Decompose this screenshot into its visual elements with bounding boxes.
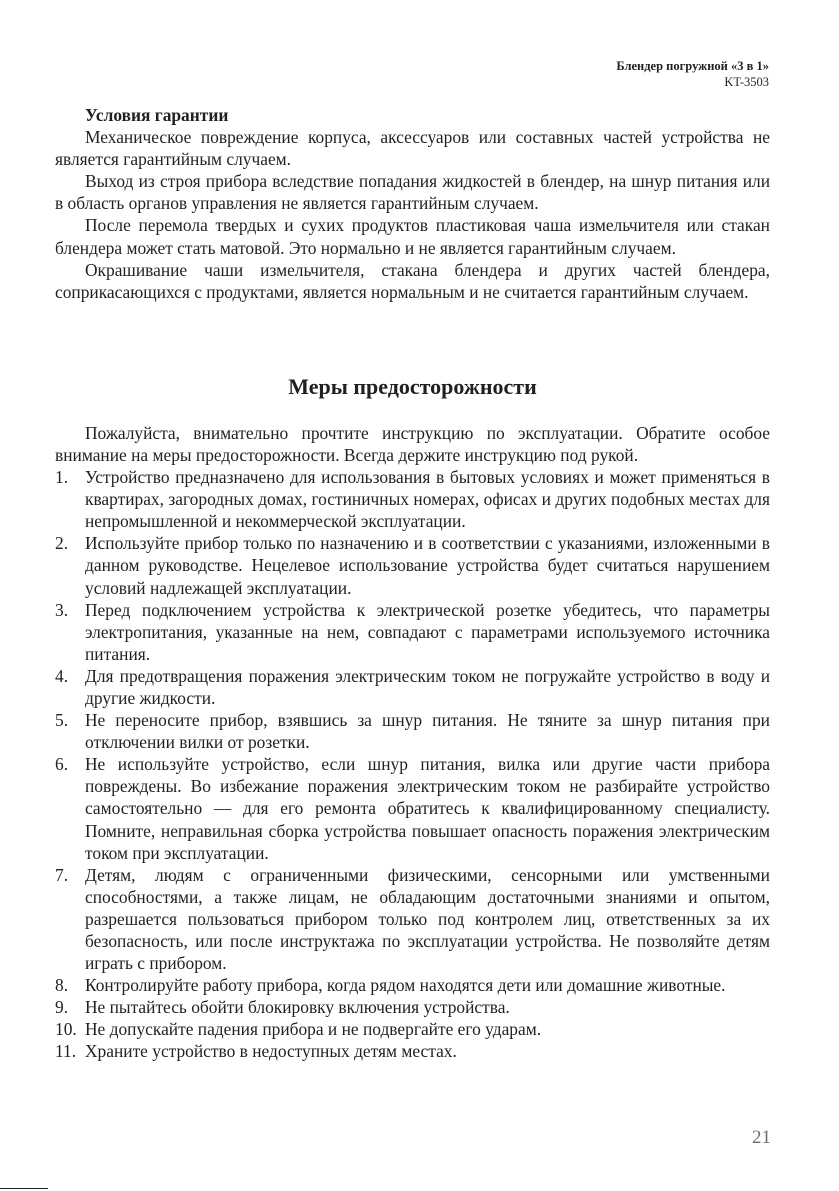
item-number: 4. xyxy=(55,665,69,686)
item-number: 3. xyxy=(55,599,69,620)
page-number: 21 xyxy=(752,1127,771,1148)
model-number: KT-3503 xyxy=(724,75,769,89)
item-number: 1. xyxy=(55,467,69,488)
list-item xyxy=(55,665,770,709)
page-content xyxy=(55,104,770,1063)
item-text: Не допускайте падения прибора и не подвергайте его ударам. xyxy=(85,1019,542,1040)
item-text: Не используйте устройство, если шнур питания, вилка или другие части прибора повреждены. Во избежание поражения электрическим током не разбирайте устройство самостоятельно — для его ремонта обратитесь к квалифицированному специалисту. Помните, неправильная сборка устройства повышает опасность поражения электрическим током при эксплуатации. xyxy=(85,754,770,863)
item-text: Для предотвращения поражения электрическим током не погружайте устройство в воду и другие жидкости. xyxy=(85,665,770,708)
item-text: Не пытайтесь обойти блокировку включения устройства. xyxy=(85,997,510,1018)
precautions-list xyxy=(55,466,770,1063)
item-text: Храните устройство в недоступных детям местах. xyxy=(85,1041,457,1062)
list-item xyxy=(55,753,770,863)
list-item xyxy=(55,974,770,996)
list-item xyxy=(55,599,770,665)
item-number: 7. xyxy=(55,864,69,885)
item-number: 11. xyxy=(55,1041,77,1062)
item-number: 9. xyxy=(55,997,69,1018)
item-text: Детям, людям с ограниченными физическими, сенсорными или умственными способностями, а также лицам, не обладающим достаточными знаниями и опытом, разрешается пользоваться прибором только под контролем лиц, ответственных за их безопасность, или после инструктажа по эксплуатации устройства. Не позволяйте детям играть с прибором. xyxy=(85,864,770,974)
warranty-heading: Условия гарантии xyxy=(85,105,229,125)
list-item xyxy=(55,532,770,598)
list-item xyxy=(55,996,770,1018)
item-number: 5. xyxy=(55,710,69,731)
precautions-heading: Меры предосторожности xyxy=(288,373,537,399)
item-text: Используйте прибор только по назначению и в соответствии с указаниями, изложенными в данном руководстве. Нецелевое использование устройства будет считаться нарушением условий надлежащей эксплуатации. xyxy=(85,533,770,598)
item-number: 10. xyxy=(55,1019,77,1040)
running-header xyxy=(616,58,769,90)
product-title: Блендер погружной «3 в 1» xyxy=(616,59,769,73)
warranty-paragraph: Окрашивание чаши измельчителя, стакана блендера и других частей блендера, соприкасающихся с продуктами, является нормальным и не считается гарантийным случаем. xyxy=(55,259,770,302)
list-item xyxy=(55,709,770,753)
list-item xyxy=(55,1018,770,1040)
footer-divider xyxy=(0,1188,48,1189)
precautions-intro: Пожалуйста, внимательно прочтите инструкцию по эксплуатации. Обратите особое внимание на меры предосторожности. Всегда держите инструкцию под рукой. xyxy=(55,422,770,465)
list-item xyxy=(55,1040,770,1062)
list-item xyxy=(55,864,770,974)
item-text: Перед подключением устройства к электрической розетке убедитесь, что параметры электропитания, указанные на нем, совпадают с параметрами используемого источника питания. xyxy=(85,599,770,664)
item-number: 8. xyxy=(55,975,69,996)
list-item xyxy=(55,466,770,532)
item-text: Устройство предназначено для использования в бытовых условиях и может применяться в квартирах, загородных домах, гостиничных номерах, офисах и других подобных местах для непромышленной и некоммерческой эксплуатации. xyxy=(85,467,770,532)
item-number: 2. xyxy=(55,533,69,554)
item-number: 6. xyxy=(55,754,69,775)
item-text: Не переносите прибор, взявшись за шнур питания. Не тяните за шнур питания при отключении вилки от розетки. xyxy=(85,710,770,753)
warranty-paragraph: Механическое повреждение корпуса, аксессуаров или составных частей устройства не является гарантийным случаем. xyxy=(55,127,770,170)
item-text: Контролируйте работу прибора, когда рядом находятся дети или домашние животные. xyxy=(85,975,726,996)
warranty-paragraph: После перемола твердых и сухих продуктов пластиковая чаша измельчителя или стакан блендера может стать матовой. Это нормально и не является гарантийным случаем. xyxy=(55,215,770,258)
warranty-paragraph: Выход из строя прибора вследствие попадания жидкостей в блендер, на шнур питания или в область органов управления не является гарантийным случаем. xyxy=(55,171,770,214)
